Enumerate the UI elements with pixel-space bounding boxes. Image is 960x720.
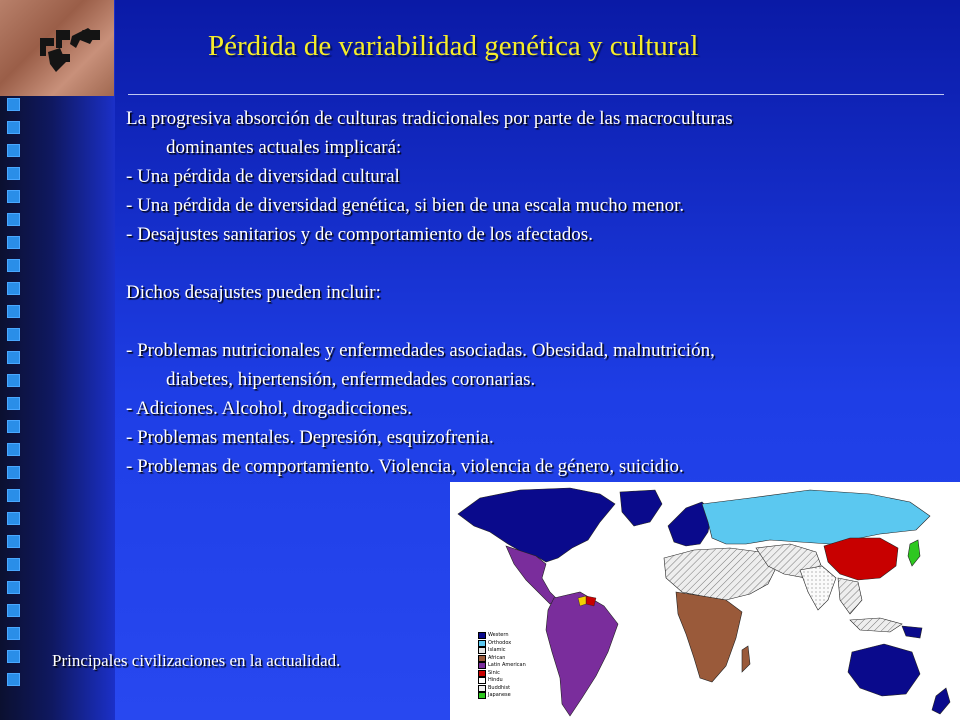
legend-item — [478, 677, 532, 685]
legend-swatch — [478, 685, 486, 692]
legend-item — [478, 632, 532, 640]
blank-line — [126, 307, 946, 336]
body-line: diabetes, hipertensión, enfermedades coronarias. — [166, 369, 536, 390]
decorative-squares-column — [7, 98, 20, 696]
legend-item — [478, 647, 532, 655]
slide-title: Pérdida de variabilidad genética y cultural — [208, 30, 699, 62]
university-logo — [0, 0, 114, 96]
body-line: - Desajustes sanitarios y de comportamiento de los afectados. — [126, 224, 593, 245]
legend-swatch — [478, 655, 486, 662]
title-divider — [128, 94, 944, 95]
legend-item — [478, 662, 532, 670]
legend-item — [478, 655, 532, 663]
legend-label: Orthodox — [488, 639, 512, 646]
civilizations-world-map — [450, 482, 960, 720]
legend-label: Western — [488, 632, 509, 638]
legend-label: Buddhist — [488, 684, 511, 691]
legend-swatch — [478, 632, 486, 639]
legend-label: Latin American — [488, 662, 526, 668]
body-line: - Una pérdida de diversidad genética, si bien de una escala mucho menor. — [126, 195, 685, 216]
legend-item — [478, 692, 532, 700]
map-legend — [478, 632, 532, 700]
body-line: La progresiva absorción de culturas tradicionales por parte de las macroculturas — [126, 108, 733, 129]
legend-item — [478, 685, 532, 693]
legend-swatch — [478, 670, 486, 677]
body-line: - Una pérdida de diversidad cultural — [126, 166, 400, 187]
legend-swatch — [478, 677, 486, 684]
legend-swatch — [478, 647, 486, 654]
body-line: - Adiciones. Alcohol, drogadicciones. — [126, 398, 412, 419]
legend-label: Islamic — [488, 647, 506, 653]
body-line: - Problemas mentales. Depresión, esquizofrenia. — [126, 427, 494, 448]
legend-label: Hindu — [488, 677, 503, 683]
map-caption: Principales civilizaciones en la actualidad. — [52, 651, 341, 670]
legend-swatch — [478, 662, 486, 669]
legend-item — [478, 640, 532, 648]
legend-swatch — [478, 640, 486, 647]
blank-line — [126, 249, 946, 278]
legend-label: Sinic — [488, 669, 500, 676]
legend-swatch — [478, 692, 486, 699]
slide-body — [126, 104, 946, 481]
body-line: dominantes actuales implicará: — [166, 137, 402, 158]
legend-label: Japanese — [488, 692, 511, 698]
body-line: - Problemas nutricionales y enfermedades asociadas. Obesidad, malnutrición, — [126, 340, 715, 361]
legend-item — [478, 670, 532, 678]
body-line: Dichos desajustes pueden incluir: — [126, 282, 381, 303]
body-line: - Problemas de comportamiento. Violencia, violencia de género, suicidio. — [126, 456, 684, 477]
legend-label: African — [488, 654, 506, 661]
